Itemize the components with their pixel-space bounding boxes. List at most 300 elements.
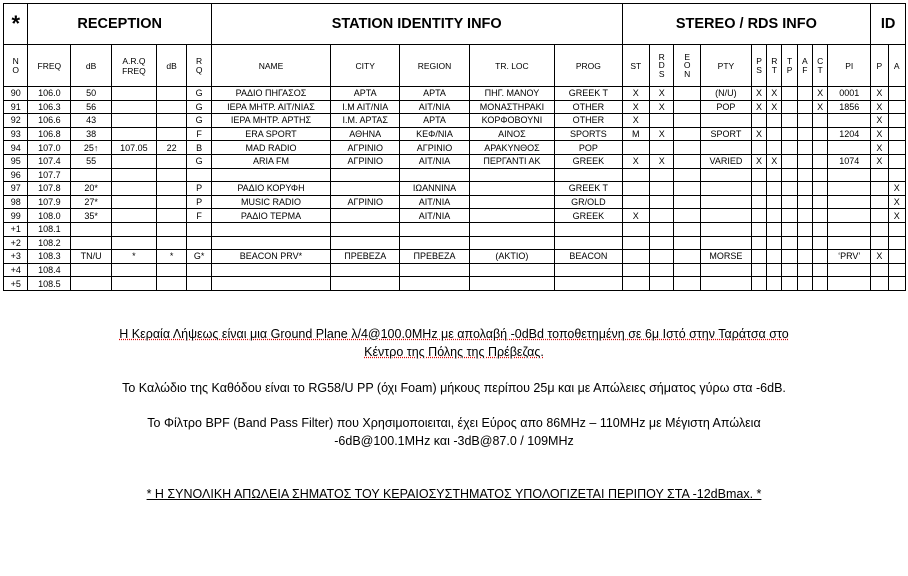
table-cell: X	[813, 100, 828, 114]
table-cell: ΑΓΡΙΝΙΟ	[331, 141, 400, 155]
table-cell: X	[622, 154, 650, 168]
table-cell: 20*	[71, 182, 112, 196]
table-cell: 107.4	[28, 154, 71, 168]
table-cell	[888, 154, 905, 168]
table-cell	[767, 195, 782, 209]
table-cell	[555, 222, 622, 236]
table-cell	[187, 222, 212, 236]
table-row	[4, 87, 906, 101]
table-cell	[650, 277, 674, 291]
table-cell	[400, 277, 469, 291]
table-cell	[650, 222, 674, 236]
table-cell	[156, 236, 187, 250]
table-cell: +3	[4, 250, 28, 264]
table-cell	[782, 182, 797, 196]
table-cell: X	[622, 100, 650, 114]
filter-note	[0, 415, 908, 450]
table-cell	[797, 127, 812, 141]
table-cell	[555, 263, 622, 277]
table-cell: P	[187, 182, 212, 196]
table-cell	[674, 263, 700, 277]
table-cell: X	[622, 87, 650, 101]
cable-note-text: Το Καλώδιο της Καθόδου είναι το RG58/U PP (όχι Foam) μήκους περίπου 25μ και με Απώλειες σήματος γύρω στα -6dB.	[122, 381, 786, 395]
table-cell	[71, 263, 112, 277]
table-cell: ΑΙΤ/ΝΙΑ	[400, 195, 469, 209]
total-loss-note	[0, 486, 908, 504]
column-header: FREQ	[28, 45, 71, 87]
table-cell	[331, 263, 400, 277]
table-cell	[650, 168, 674, 182]
table-cell: 108.4	[28, 263, 71, 277]
table-cell	[828, 209, 871, 223]
table-cell	[767, 236, 782, 250]
table-cell	[71, 222, 112, 236]
table-cell: X	[751, 154, 766, 168]
table-cell: P	[187, 195, 212, 209]
table-cell: OTHER	[555, 100, 622, 114]
column-header: PTY	[700, 45, 751, 87]
table-cell	[650, 209, 674, 223]
table-cell: BEACON PRV*	[211, 250, 330, 264]
table-cell	[751, 222, 766, 236]
table-cell	[782, 209, 797, 223]
table-cell	[782, 263, 797, 277]
table-cell	[767, 263, 782, 277]
table-row	[4, 141, 906, 155]
table-cell: X	[888, 209, 905, 223]
table-cell	[331, 168, 400, 182]
table-cell	[871, 222, 888, 236]
table-cell: X	[751, 87, 766, 101]
table-cell	[828, 114, 871, 128]
table-cell	[211, 168, 330, 182]
table-cell: ARIA FM	[211, 154, 330, 168]
table-cell	[400, 222, 469, 236]
table-cell	[700, 209, 751, 223]
table-cell: G	[187, 154, 212, 168]
table-cell	[700, 141, 751, 155]
column-header: NAME	[211, 45, 330, 87]
table-cell	[400, 236, 469, 250]
table-cell	[767, 250, 782, 264]
table-cell: (N/U)	[700, 87, 751, 101]
table-cell: OTHER	[555, 114, 622, 128]
table-cell	[888, 277, 905, 291]
table-cell	[622, 182, 650, 196]
table-cell	[622, 277, 650, 291]
table-cell	[700, 182, 751, 196]
table-row	[4, 168, 906, 182]
table-cell	[622, 236, 650, 250]
table-cell: ΙΩΑΝΝΙΝΑ	[400, 182, 469, 196]
station-table	[3, 3, 906, 291]
table-cell: ΑΙΤ/ΝΙΑ	[400, 209, 469, 223]
id-group-header: ID	[871, 4, 906, 45]
table-cell	[674, 277, 700, 291]
table-cell	[555, 277, 622, 291]
table-cell	[797, 263, 812, 277]
table-cell	[156, 154, 187, 168]
table-cell	[700, 222, 751, 236]
table-row	[4, 154, 906, 168]
table-cell	[700, 114, 751, 128]
cable-note	[0, 380, 908, 398]
table-cell	[871, 236, 888, 250]
table-cell: 108.2	[28, 236, 71, 250]
table-cell	[156, 114, 187, 128]
column-header: CITY	[331, 45, 400, 87]
table-cell	[156, 100, 187, 114]
table-cell: F	[187, 209, 212, 223]
table-row	[4, 263, 906, 277]
table-cell	[211, 263, 330, 277]
column-header: R D S	[650, 45, 674, 87]
table-cell	[888, 141, 905, 155]
table-cell: 0001	[828, 87, 871, 101]
table-cell	[700, 236, 751, 250]
table-cell: X	[888, 182, 905, 196]
table-cell	[871, 182, 888, 196]
table-cell	[782, 195, 797, 209]
table-cell	[700, 195, 751, 209]
table-cell: ΠΕΡΓΑΝΤΙ ΑΚ	[469, 154, 555, 168]
table-cell: 95	[4, 154, 28, 168]
table-cell: 97	[4, 182, 28, 196]
table-cell: X	[650, 154, 674, 168]
column-header: P S	[751, 45, 766, 87]
column-header: R Q	[187, 45, 212, 87]
table-cell	[782, 100, 797, 114]
column-header: A	[888, 45, 905, 87]
table-cell	[674, 87, 700, 101]
table-cell	[813, 250, 828, 264]
table-cell: X	[767, 87, 782, 101]
table-cell	[797, 141, 812, 155]
table-cell	[751, 141, 766, 155]
table-cell	[674, 168, 700, 182]
table-cell	[156, 263, 187, 277]
table-cell: 1856	[828, 100, 871, 114]
table-cell: ΑΡΤΑ	[400, 87, 469, 101]
table-row	[4, 209, 906, 223]
table-cell	[111, 236, 156, 250]
table-cell	[156, 222, 187, 236]
table-cell	[813, 195, 828, 209]
table-cell	[797, 154, 812, 168]
table-cell: G	[187, 87, 212, 101]
table-cell: 27*	[71, 195, 112, 209]
table-cell	[111, 263, 156, 277]
antenna-note	[0, 326, 908, 361]
table-cell: ΙΕΡΑ ΜΗΤΡ. ΑΙΤ/ΝΙΑΣ	[211, 100, 330, 114]
table-cell: +1	[4, 222, 28, 236]
table-cell	[156, 182, 187, 196]
table-cell: 106.3	[28, 100, 71, 114]
table-cell	[469, 222, 555, 236]
table-cell	[782, 277, 797, 291]
table-cell	[700, 277, 751, 291]
table-cell	[111, 209, 156, 223]
table-cell: *	[156, 250, 187, 264]
table-cell	[187, 263, 212, 277]
table-cell	[888, 127, 905, 141]
table-cell	[751, 195, 766, 209]
table-cell: ΑΓΡΙΝΙΟ	[331, 195, 400, 209]
table-cell: ΡΑΔΙΟ ΠΗΓΑΣΟΣ	[211, 87, 330, 101]
table-cell: ΜΟΝΑΣΤΗΡΑΚΙ	[469, 100, 555, 114]
table-cell: 107.9	[28, 195, 71, 209]
table-cell: +5	[4, 277, 28, 291]
table-cell: 99	[4, 209, 28, 223]
table-cell: ΑΡΑΚΥΝΘΟΣ	[469, 141, 555, 155]
table-cell: 107.0	[28, 141, 71, 155]
column-header: A F	[797, 45, 812, 87]
column-header: TR. LOC	[469, 45, 555, 87]
table-cell	[797, 209, 812, 223]
table-cell	[751, 182, 766, 196]
table-cell: 1074	[828, 154, 871, 168]
table-cell	[674, 141, 700, 155]
table-cell: 50	[71, 87, 112, 101]
table-cell	[111, 100, 156, 114]
table-cell: 55	[71, 154, 112, 168]
table-cell	[797, 222, 812, 236]
table-cell	[828, 263, 871, 277]
table-cell	[828, 168, 871, 182]
table-cell	[674, 114, 700, 128]
table-cell: 92	[4, 114, 28, 128]
table-cell	[650, 195, 674, 209]
table-cell	[111, 154, 156, 168]
table-cell	[111, 222, 156, 236]
table-cell: 107.7	[28, 168, 71, 182]
table-cell	[828, 222, 871, 236]
table-cell: 43	[71, 114, 112, 128]
column-header: dB	[71, 45, 112, 87]
table-cell	[782, 250, 797, 264]
table-row	[4, 250, 906, 264]
table-cell: TN/U	[71, 250, 112, 264]
table-cell	[469, 182, 555, 196]
table-cell: X	[751, 127, 766, 141]
table-cell	[211, 222, 330, 236]
table-cell	[797, 195, 812, 209]
table-cell	[813, 141, 828, 155]
column-header: E O N	[674, 45, 700, 87]
table-cell: X	[871, 87, 888, 101]
table-cell: G*	[187, 250, 212, 264]
table-cell	[828, 277, 871, 291]
table-cell: X	[622, 209, 650, 223]
table-cell: ΡΑΔΙΟ ΚΟΡΥΦΗ	[211, 182, 330, 196]
table-cell: 108.0	[28, 209, 71, 223]
station-group-header: STATION IDENTITY INFO	[211, 4, 622, 45]
table-cell: 98	[4, 195, 28, 209]
table-row	[4, 236, 906, 250]
table-cell: 93	[4, 127, 28, 141]
table-cell	[813, 154, 828, 168]
table-cell: 108.5	[28, 277, 71, 291]
table-cell	[674, 154, 700, 168]
column-header: ST	[622, 45, 650, 87]
table-cell	[782, 114, 797, 128]
table-cell	[888, 222, 905, 236]
table-cell	[650, 236, 674, 250]
table-cell	[469, 209, 555, 223]
table-cell	[782, 236, 797, 250]
table-cell: 96	[4, 168, 28, 182]
marker-cell: *	[4, 4, 28, 45]
table-cell: 90	[4, 87, 28, 101]
column-header: A.R.Q FREQ	[111, 45, 156, 87]
table-cell: X	[871, 250, 888, 264]
table-cell	[156, 87, 187, 101]
table-cell	[797, 87, 812, 101]
table-cell	[751, 114, 766, 128]
table-cell	[71, 236, 112, 250]
filter-note-line-2: -6dB@100.1MHz και -3dB@87.0 / 109MHz	[334, 433, 574, 448]
table-cell: X	[871, 141, 888, 155]
table-cell	[469, 263, 555, 277]
table-cell	[888, 100, 905, 114]
table-cell	[111, 168, 156, 182]
table-cell: SPORTS	[555, 127, 622, 141]
table-row	[4, 182, 906, 196]
table-cell	[751, 236, 766, 250]
table-cell	[828, 141, 871, 155]
table-cell: X	[767, 100, 782, 114]
table-cell	[782, 127, 797, 141]
table-cell	[828, 182, 871, 196]
table-cell	[797, 236, 812, 250]
table-cell	[751, 277, 766, 291]
table-cell	[782, 222, 797, 236]
table-cell: +4	[4, 263, 28, 277]
table-cell: ΠΗΓ. ΜΑΝΟΥ	[469, 87, 555, 101]
table-cell	[813, 209, 828, 223]
table-cell: BEACON	[555, 250, 622, 264]
table-cell	[111, 277, 156, 291]
table-cell: ‘PRV’	[828, 250, 871, 264]
table-cell	[767, 277, 782, 291]
table-cell: G	[187, 100, 212, 114]
table-cell: ΑΡΤΑ	[400, 114, 469, 128]
table-cell: G	[187, 114, 212, 128]
table-cell: X	[888, 195, 905, 209]
table-cell	[400, 263, 469, 277]
table-cell	[700, 263, 751, 277]
table-cell	[782, 141, 797, 155]
table-cell	[813, 277, 828, 291]
table-cell	[187, 277, 212, 291]
table-cell	[767, 127, 782, 141]
table-cell	[871, 263, 888, 277]
table-cell	[782, 87, 797, 101]
table-cell: POP	[700, 100, 751, 114]
table-cell: GREEK	[555, 209, 622, 223]
table-cell	[674, 250, 700, 264]
table-row	[4, 127, 906, 141]
table-cell: 22	[156, 141, 187, 155]
table-cell	[211, 277, 330, 291]
table-cell: ΑΡΤΑ	[331, 87, 400, 101]
table-cell: ΚΕΦ/ΝΙΑ	[400, 127, 469, 141]
table-cell	[871, 209, 888, 223]
column-header-row	[4, 45, 906, 87]
antenna-note-line-2: Κέντρο της Πόλης της Πρέβεζας.	[364, 344, 544, 359]
table-cell: ΡΑΔΙΟ ΤΕΡΜΑ	[211, 209, 330, 223]
table-cell: (ΑΚΤΙΟ)	[469, 250, 555, 264]
table-cell	[797, 168, 812, 182]
table-cell: 108.3	[28, 250, 71, 264]
table-cell	[331, 209, 400, 223]
table-cell: MAD RADIO	[211, 141, 330, 155]
table-cell: ΑΘΗΝΑ	[331, 127, 400, 141]
reception-group-header: RECEPTION	[28, 4, 211, 45]
table-cell	[469, 277, 555, 291]
table-cell: MORSE	[700, 250, 751, 264]
table-cell	[650, 263, 674, 277]
column-header: N O	[4, 45, 28, 87]
table-cell	[622, 222, 650, 236]
table-cell: ΑΙΝΟΣ	[469, 127, 555, 141]
table-cell: X	[650, 87, 674, 101]
table-cell	[111, 127, 156, 141]
table-cell: MUSIC RADIO	[211, 195, 330, 209]
table-cell	[187, 168, 212, 182]
table-cell	[674, 222, 700, 236]
table-cell	[797, 114, 812, 128]
table-cell	[331, 222, 400, 236]
table-cell	[555, 236, 622, 250]
table-cell: GREEK	[555, 154, 622, 168]
table-cell: X	[751, 100, 766, 114]
table-cell: F	[187, 127, 212, 141]
stereo-group-header: STEREO / RDS INFO	[622, 4, 871, 45]
table-cell	[782, 168, 797, 182]
column-header: P	[871, 45, 888, 87]
table-cell: +2	[4, 236, 28, 250]
table-cell	[751, 250, 766, 264]
table-cell	[813, 263, 828, 277]
table-cell	[622, 263, 650, 277]
table-cell: 25↑	[71, 141, 112, 155]
table-cell	[813, 222, 828, 236]
table-cell: M	[622, 127, 650, 141]
table-cell	[767, 209, 782, 223]
column-header: dB	[156, 45, 187, 87]
table-cell: 107.05	[111, 141, 156, 155]
table-cell	[622, 195, 650, 209]
table-cell	[813, 168, 828, 182]
table-row	[4, 277, 906, 291]
table-cell	[674, 236, 700, 250]
table-cell: X	[871, 114, 888, 128]
table-cell: B	[187, 141, 212, 155]
table-cell: X	[622, 114, 650, 128]
table-cell	[674, 209, 700, 223]
table-cell: 35*	[71, 209, 112, 223]
table-cell: ΠΡΕΒΕΖΑ	[400, 250, 469, 264]
table-cell	[767, 141, 782, 155]
table-cell	[700, 168, 751, 182]
table-cell	[888, 114, 905, 128]
table-cell	[871, 195, 888, 209]
table-cell	[888, 250, 905, 264]
filter-note-line-1: Το Φίλτρο BPF (Band Pass Filter) που Χρησιμοποιειται, έχει Εύρος απο 86MHz – 110MHz με Μέγιστη Απώλεια	[147, 416, 761, 430]
table-cell: X	[650, 127, 674, 141]
table-cell	[156, 209, 187, 223]
